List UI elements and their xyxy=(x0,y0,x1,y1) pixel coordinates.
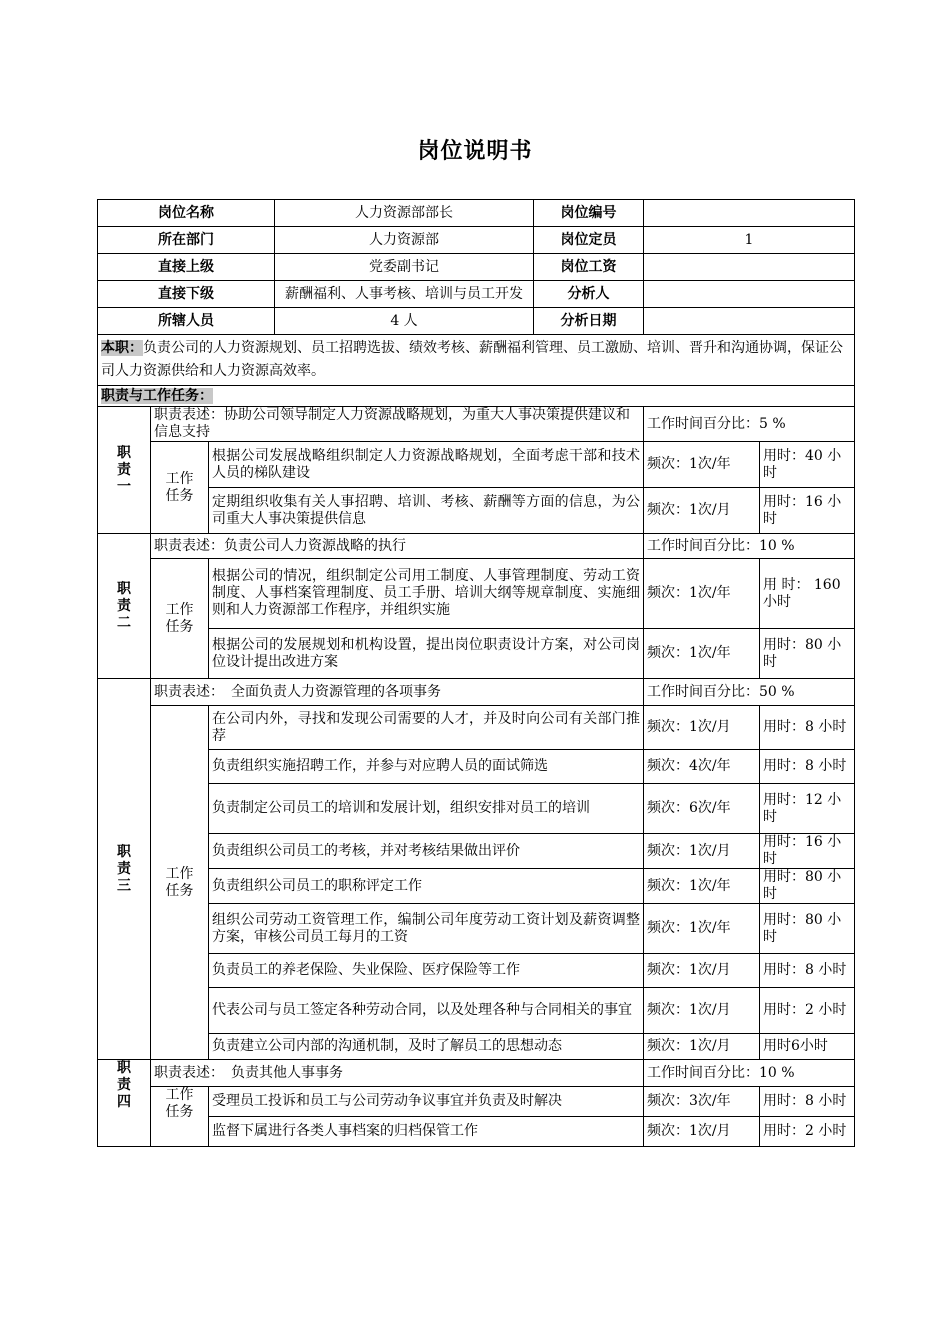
task-frequency: 频次：6次/年 xyxy=(644,784,760,834)
duty-name-char: 责 xyxy=(117,597,131,614)
duties-header-row xyxy=(98,386,855,407)
page-title: 岗位说明书 xyxy=(417,139,533,164)
job-description-table xyxy=(97,199,855,1147)
task-time: 用时：2 小时 xyxy=(760,988,855,1034)
task-text: 负责组织公司员工的职称评定工作 xyxy=(209,869,644,904)
work-time-percentage: 工作时间百分比：10 % xyxy=(644,534,855,559)
task-text: 负责组织实施招聘工作，并参与对应聘人员的面试筛选 xyxy=(209,750,644,784)
task-time: 用时6小时 xyxy=(760,1034,855,1060)
info-label: 岗位定员 xyxy=(534,227,644,254)
task-time: 用 时： 160 小时 xyxy=(760,559,855,629)
task-frequency: 频次：1次/月 xyxy=(644,1034,760,1060)
duty-description: 职责表述：协助公司领导制定人力资源战略规划，为重大人事决策提供建议和信息支持 xyxy=(151,407,644,442)
main-duty-text: 负责公司的人力资源规划、员工招聘选拔、绩效考核、薪酬福利管理、员工激励、培训、晋升和沟通协调，保证公司人力资源供给和人力资源高效率。 xyxy=(101,340,843,379)
task-time: 用时：12 小时 xyxy=(760,784,855,834)
duties-header xyxy=(98,386,855,407)
info-row xyxy=(98,308,855,335)
work-task-label-part: 工作 xyxy=(165,865,194,882)
task-row xyxy=(98,1117,855,1147)
work-task-label-part: 任务 xyxy=(165,487,194,504)
task-text: 定期组织收集有关人事招聘、培训、考核、薪酬等方面的信息，为公司重大人事决策提供信息 xyxy=(209,488,644,534)
task-row xyxy=(98,869,855,904)
main-duty xyxy=(98,335,855,386)
work-task-label-part: 工作 xyxy=(165,601,194,618)
task-frequency: 频次：1次/年 xyxy=(644,869,760,904)
task-row xyxy=(98,559,855,629)
task-row xyxy=(98,1087,855,1117)
task-time: 用时：8 小时 xyxy=(760,750,855,784)
info-label: 直接下级 xyxy=(98,281,275,308)
duty-name-char: 责 xyxy=(117,1077,131,1093)
task-frequency: 频次：1次/月 xyxy=(644,706,760,750)
work-task-label-part: 任务 xyxy=(165,1104,194,1120)
duty-description: 职责表述：负责公司人力资源战略的执行 xyxy=(151,534,644,559)
info-value xyxy=(644,254,855,281)
task-time: 用时：8 小时 xyxy=(760,706,855,750)
task-time: 用时：40 小时 xyxy=(760,442,855,488)
duty-name-char: 职 xyxy=(117,843,131,860)
duty-name-char: 职 xyxy=(117,580,131,597)
task-frequency: 频次：4次/年 xyxy=(644,750,760,784)
task-text: 代表公司与员工签定各种劳动合同，以及处理各种与合同相关的事宜 xyxy=(209,988,644,1034)
task-frequency: 频次：1次/年 xyxy=(644,559,760,629)
info-label: 岗位编号 xyxy=(534,200,644,227)
task-frequency: 频次：1次/月 xyxy=(644,488,760,534)
duty-name xyxy=(98,534,151,679)
info-row xyxy=(98,200,855,227)
info-value xyxy=(644,200,855,227)
work-task-label xyxy=(151,559,209,679)
task-text: 负责员工的养老保险、失业保险、医疗保险等工作 xyxy=(209,954,644,988)
work-time-percentage: 工作时间百分比：10 % xyxy=(644,1060,855,1087)
duty-desc-row xyxy=(98,407,855,442)
main-duty-label: 本职： xyxy=(101,340,143,356)
duty-name-char: 职 xyxy=(117,1060,131,1076)
info-value xyxy=(644,281,855,308)
work-task-label-part: 任务 xyxy=(165,618,194,635)
work-time-percentage: 工作时间百分比：50 % xyxy=(644,679,855,706)
task-frequency: 频次：3次/年 xyxy=(644,1087,760,1117)
work-task-label xyxy=(151,1087,209,1147)
task-frequency: 频次：1次/年 xyxy=(644,629,760,679)
info-value: 1 xyxy=(644,227,855,254)
duty-desc-row xyxy=(98,1060,855,1087)
duties-header-label: 职责与工作任务： xyxy=(101,387,213,404)
task-text: 受理员工投诉和员工与公司劳动争议事宜并负责及时解决 xyxy=(209,1087,644,1117)
task-frequency: 频次：1次/月 xyxy=(644,954,760,988)
task-row xyxy=(98,442,855,488)
info-label: 岗位名称 xyxy=(98,200,275,227)
task-time: 用时：2 小时 xyxy=(760,1117,855,1147)
task-text: 组织公司劳动工资管理工作，编制公司年度劳动工资计划及薪资调整方案，审核公司员工每月的工资 xyxy=(209,904,644,954)
task-text: 根据公司发展战略组织制定人力资源战略规划，全面考虑干部和技术人员的梯队建设 xyxy=(209,442,644,488)
task-time: 用时：8 小时 xyxy=(760,954,855,988)
info-label: 直接上级 xyxy=(98,254,275,281)
task-row xyxy=(98,706,855,750)
work-task-label-part: 工作 xyxy=(165,470,194,487)
duty-name-char: 四 xyxy=(117,1094,131,1110)
duty-name xyxy=(98,407,151,534)
info-value: 人力资源部部长 xyxy=(275,200,534,227)
info-row xyxy=(98,227,855,254)
task-frequency: 频次：1次/年 xyxy=(644,904,760,954)
task-row xyxy=(98,784,855,834)
task-row xyxy=(98,750,855,784)
work-task-label xyxy=(151,706,209,1060)
info-label: 所辖人员 xyxy=(98,308,275,335)
info-value: 薪酬福利、人事考核、培训与员工开发 xyxy=(275,281,534,308)
duty-name-char: 职 xyxy=(117,444,131,461)
task-time: 用时：80 小时 xyxy=(760,904,855,954)
info-label: 所在部门 xyxy=(98,227,275,254)
task-frequency: 频次：1次/月 xyxy=(644,834,760,869)
task-text: 根据公司的情况，组织制定公司用工制度、人事管理制度、劳动工资制度、人事档案管理制度、员工手册、培训大纲等规章制度、实施细则和人力资源部工作程序，并组织实施 xyxy=(209,559,644,629)
info-label: 分析人 xyxy=(534,281,644,308)
main-duty-row xyxy=(98,335,855,386)
task-row xyxy=(98,954,855,988)
info-label: 岗位工资 xyxy=(534,254,644,281)
task-text: 根据公司的发展规划和机构设置，提出岗位职责设计方案，对公司岗位设计提出改进方案 xyxy=(209,629,644,679)
duty-description: 职责表述： 负责其他人事事务 xyxy=(151,1060,644,1087)
duty-name-char: 一 xyxy=(117,478,131,495)
info-value: 4 人 xyxy=(275,308,534,335)
task-row xyxy=(98,834,855,869)
duty-name-char: 三 xyxy=(117,877,131,894)
work-task-label-part: 任务 xyxy=(165,882,194,899)
work-task-label xyxy=(151,442,209,534)
task-time: 用时：16 小时 xyxy=(760,834,855,869)
task-time: 用时：16 小时 xyxy=(760,488,855,534)
duty-desc-row xyxy=(98,679,855,706)
task-text: 负责制定公司员工的培训和发展计划，组织安排对员工的培训 xyxy=(209,784,644,834)
task-text: 监督下属进行各类人事档案的归档保管工作 xyxy=(209,1117,644,1147)
work-task-label-part: 工作 xyxy=(165,1087,194,1103)
task-row xyxy=(98,629,855,679)
duty-name-char: 二 xyxy=(117,614,131,631)
task-frequency: 频次：1次/月 xyxy=(644,988,760,1034)
task-row xyxy=(98,904,855,954)
duty-name-char: 责 xyxy=(117,860,131,877)
info-row xyxy=(98,281,855,308)
task-row xyxy=(98,988,855,1034)
task-time: 用时：8 小时 xyxy=(760,1087,855,1117)
task-text: 负责建立公司内部的沟通机制，及时了解员工的思想动态 xyxy=(209,1034,644,1060)
task-frequency: 频次：1次/年 xyxy=(644,442,760,488)
task-time: 用时：80 小时 xyxy=(760,869,855,904)
task-row xyxy=(98,1034,855,1060)
info-row xyxy=(98,254,855,281)
task-frequency: 频次：1次/月 xyxy=(644,1117,760,1147)
duty-name xyxy=(98,1060,151,1147)
task-row xyxy=(98,488,855,534)
info-value: 人力资源部 xyxy=(275,227,534,254)
info-value: 党委副书记 xyxy=(275,254,534,281)
task-text: 负责组织公司员工的考核，并对考核结果做出评价 xyxy=(209,834,644,869)
task-text: 在公司内外，寻找和发现公司需要的人才，并及时向公司有关部门推荐 xyxy=(209,706,644,750)
duty-name-char: 责 xyxy=(117,461,131,478)
task-time: 用时：80 小时 xyxy=(760,629,855,679)
duty-name xyxy=(98,679,151,1060)
info-value xyxy=(644,308,855,335)
work-time-percentage: 工作时间百分比：5 % xyxy=(644,407,855,442)
duty-description: 职责表述： 全面负责人力资源管理的各项事务 xyxy=(151,679,644,706)
info-label: 分析日期 xyxy=(534,308,644,335)
duty-desc-row xyxy=(98,534,855,559)
